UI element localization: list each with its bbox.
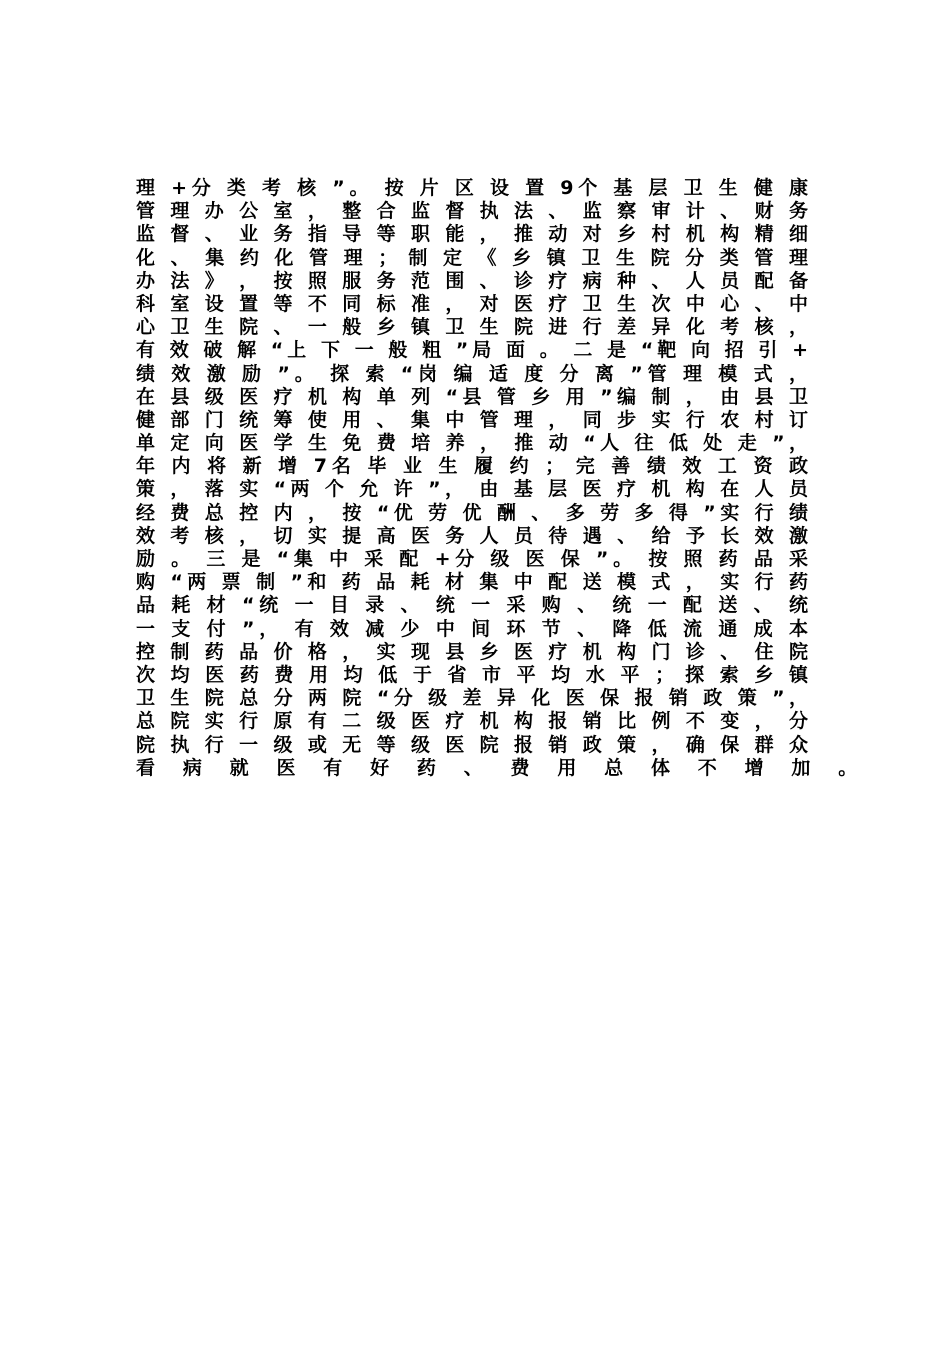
text-line-24: 总 院 实 行 原 有 二 级 医 疗 机 构 报 销 比 例 不 变 ， 分 [136,710,808,733]
text-line-6: 科 室 设 置 等 不 同 标 准 ， 对 医 疗 卫 生 次 中 心 、 中 [136,292,808,315]
text-line-12: 单 定 向 医 学 生 免 费 培 养 ， 推 动 “人 往 低 处 走 ”， [136,432,808,455]
text-line-19: 品 耗 材 “统 一 目 录 、 统 一 采 购 、 统 一 配 送 、 统 [136,594,808,617]
text-line-5: 办 法 》 ， 按 照 服 务 范 围 、 诊 疗 病 种 、 人 员 配 备 [136,269,808,292]
text-line-9: 绩 效 激 励 ”。 探 索 “岗 编 适 度 分 离 ”管 理 模 式 ， [136,362,808,385]
text-line-18: 购 “两 票 制 ”和 药 品 耗 材 集 中 配 送 模 式 ， 实 行 药 [136,571,808,594]
text-line-3: 监 督 、 业 务 指 导 等 职 能 ， 推 动 对 乡 村 机 构 精 细 [136,223,808,246]
text-line-11: 健 部 门 统 筹 使 用 、 集 中 管 理 ， 同 步 实 行 农 村 订 [136,408,808,431]
text-line-8: 有 效 破 解 “上 下 一 般 粗 ”局 面 。 二 是 “靶 向 招 引 + [136,339,808,362]
text-line-23: 卫 生 院 总 分 两 院 “分 级 差 异 化 医 保 报 销 政 策 ”， [136,687,808,710]
text-line-10: 在 县 级 医 疗 机 构 单 列 “县 管 乡 用 ”编 制 ， 由 县 卫 [136,385,808,408]
text-line-21: 控 制 药 品 价 格 ， 实 现 县 乡 医 疗 机 构 门 诊 、 住 院 [136,640,808,663]
text-line-26: 看 病 就 医 有 好 药 、 费 用 总 体 不 增 加 。 [136,756,868,779]
text-line-1: 理 +分 类 考 核 ”。 按 片 区 设 置 9个 基 层 卫 生 健 康 [136,177,808,199]
text-line-22: 次 均 医 药 费 用 均 低 于 省 市 平 均 水 平 ； 探 索 乡 镇 [136,663,808,686]
text-line-15: 经 费 总 控 内 ， 按 “优 劳 优 酬 、 多 劳 多 得 ”实 行 绩 [136,501,808,524]
text-line-16: 效 考 核 ， 切 实 提 高 医 务 人 员 待 遇 、 给 予 长 效 激 [136,524,808,547]
text-line-25: 院 执 行 一 级 或 无 等 级 医 院 报 销 政 策 ， 确 保 群 众 [136,733,808,756]
text-line-13: 年 内 将 新 增 7名 毕 业 生 履 约 ； 完 善 绩 效 工 资 政 [136,455,808,478]
text-line-17: 励 。 三 是 “集 中 采 配 +分 级 医 保 ”。 按 照 药 品 采 [136,548,808,570]
body-paragraph [136,177,868,780]
text-line-7: 心 卫 生 院 、 一 般 乡 镇 卫 生 院 进 行 差 异 化 考 核 ， [136,316,808,339]
text-line-2: 管 理 办 公 室 ， 整 合 监 督 执 法 、 监 察 审 计 、 财 务 [136,200,808,223]
text-line-14: 策 ， 落 实 “两 个 允 许 ”， 由 基 层 医 疗 机 构 在 人 员 [136,478,808,501]
text-line-4: 化 、 集 约 化 管 理 ； 制 定 《 乡 镇 卫 生 院 分 类 管 理 [136,246,808,269]
text-line-20: 一 支 付 ”， 有 效 减 少 中 间 环 节 、 降 低 流 通 成 本 [136,617,808,640]
